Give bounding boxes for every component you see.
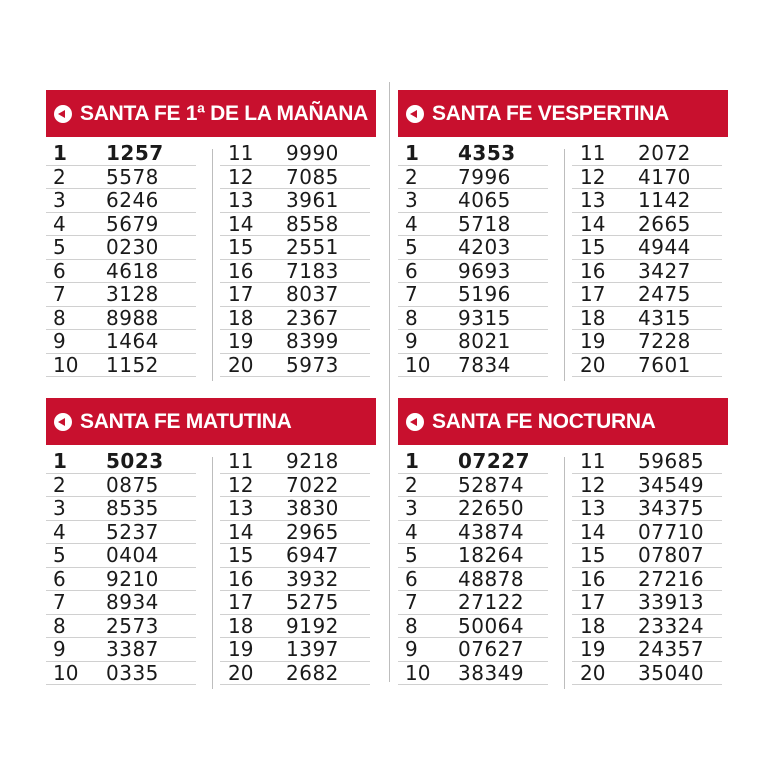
result-number: 9218 — [286, 448, 339, 473]
result-position: 6 — [405, 566, 418, 591]
results-columns — [398, 449, 728, 689]
result-position: 16 — [228, 258, 254, 283]
result-row — [220, 141, 370, 166]
result-row — [220, 474, 370, 498]
result-number: 1152 — [106, 352, 159, 377]
result-row — [46, 568, 196, 592]
result-number: 5973 — [286, 352, 339, 377]
result-row — [398, 568, 548, 592]
result-row — [220, 662, 370, 686]
result-number: 4618 — [106, 258, 159, 283]
result-row — [46, 662, 196, 686]
result-position: 11 — [580, 448, 606, 473]
result-position: 3 — [53, 188, 66, 213]
result-row — [398, 141, 548, 166]
result-position: 18 — [580, 305, 606, 330]
result-position: 3 — [405, 188, 418, 213]
result-number: 3427 — [638, 258, 691, 283]
result-number: 1142 — [638, 188, 691, 213]
result-number: 5578 — [106, 164, 159, 189]
result-number: 8558 — [286, 211, 339, 236]
result-position: 10 — [405, 660, 431, 685]
result-row — [220, 638, 370, 662]
result-row — [572, 330, 722, 354]
result-row — [46, 638, 196, 662]
result-position: 4 — [53, 211, 66, 236]
result-number: 4065 — [458, 188, 511, 213]
result-row — [398, 521, 548, 545]
result-number: 07807 — [638, 543, 705, 568]
result-row — [398, 474, 548, 498]
result-row — [46, 260, 196, 284]
result-row — [398, 591, 548, 615]
result-number: 5275 — [286, 590, 339, 615]
result-position: 8 — [405, 305, 418, 330]
column-divider — [564, 149, 565, 381]
result-row — [220, 283, 370, 307]
result-row — [220, 166, 370, 190]
result-row — [220, 521, 370, 545]
result-row — [46, 591, 196, 615]
result-number: 27216 — [638, 566, 705, 591]
result-number: 34375 — [638, 496, 705, 521]
result-number: 33913 — [638, 590, 705, 615]
column-divider — [212, 149, 213, 381]
result-row — [398, 166, 548, 190]
results-column-right — [220, 449, 370, 685]
result-position: 18 — [228, 305, 254, 330]
results-column-right — [220, 141, 370, 377]
panel-title: SANTA FE VESPERTINA — [432, 101, 669, 125]
result-row — [572, 662, 722, 686]
panel-santa-fe-nocturna — [398, 398, 728, 689]
result-row — [572, 354, 722, 378]
result-position: 9 — [53, 329, 66, 354]
arrow-left-circle-icon — [406, 105, 424, 123]
result-number: 9990 — [286, 140, 339, 165]
result-number: 8037 — [286, 282, 339, 307]
results-column-left — [398, 449, 548, 685]
result-position: 17 — [228, 590, 254, 615]
result-row — [46, 497, 196, 521]
result-position: 14 — [228, 519, 254, 544]
result-number: 2551 — [286, 235, 339, 260]
result-number: 3932 — [286, 566, 339, 591]
result-row — [572, 260, 722, 284]
result-number: 8934 — [106, 590, 159, 615]
result-row — [572, 141, 722, 166]
result-row — [220, 591, 370, 615]
result-number: 2682 — [286, 660, 339, 685]
result-position: 13 — [228, 188, 254, 213]
result-number: 1464 — [106, 329, 159, 354]
result-row — [398, 307, 548, 331]
result-number: 43874 — [458, 519, 525, 544]
result-number: 5237 — [106, 519, 159, 544]
result-row — [46, 283, 196, 307]
result-number: 48878 — [458, 566, 525, 591]
result-row — [398, 449, 548, 474]
result-row — [572, 283, 722, 307]
result-number: 4353 — [458, 140, 516, 165]
result-row — [46, 449, 196, 474]
result-position: 18 — [580, 613, 606, 638]
result-row — [46, 615, 196, 639]
result-number: 8021 — [458, 329, 511, 354]
result-number: 2072 — [638, 140, 691, 165]
result-position: 15 — [228, 235, 254, 260]
result-number: 2475 — [638, 282, 691, 307]
result-row — [572, 521, 722, 545]
result-row — [572, 638, 722, 662]
result-number: 59685 — [638, 448, 705, 473]
result-position: 20 — [580, 352, 606, 377]
result-position: 15 — [580, 543, 606, 568]
result-position: 8 — [53, 613, 66, 638]
result-number: 1397 — [286, 637, 339, 662]
result-number: 5196 — [458, 282, 511, 307]
result-position: 14 — [228, 211, 254, 236]
result-position: 19 — [580, 329, 606, 354]
panel-header — [398, 90, 728, 137]
result-position: 16 — [580, 258, 606, 283]
column-divider — [564, 457, 565, 689]
result-number: 52874 — [458, 472, 525, 497]
panel-header — [46, 90, 376, 137]
result-number: 4203 — [458, 235, 511, 260]
result-row — [220, 260, 370, 284]
result-position: 10 — [53, 352, 79, 377]
result-row — [398, 236, 548, 260]
panel-title: SANTA FE MATUTINA — [80, 409, 292, 433]
result-number: 24357 — [638, 637, 705, 662]
result-position: 14 — [580, 211, 606, 236]
result-position: 4 — [53, 519, 66, 544]
panel-santa-fe-matutina — [46, 398, 376, 689]
result-number: 07710 — [638, 519, 705, 544]
result-row — [220, 213, 370, 237]
result-position: 2 — [405, 164, 418, 189]
result-number: 8988 — [106, 305, 159, 330]
result-position: 10 — [53, 660, 79, 685]
result-position: 12 — [228, 164, 254, 189]
result-position: 13 — [228, 496, 254, 521]
result-row — [46, 521, 196, 545]
result-position: 2 — [53, 472, 66, 497]
result-row — [46, 213, 196, 237]
result-row — [572, 615, 722, 639]
results-column-left — [46, 141, 196, 377]
result-row — [572, 236, 722, 260]
result-row — [572, 591, 722, 615]
result-position: 9 — [405, 329, 418, 354]
results-columns — [46, 449, 376, 689]
result-row — [398, 189, 548, 213]
result-number: 7601 — [638, 352, 691, 377]
result-position: 17 — [580, 282, 606, 307]
result-position: 1 — [405, 448, 419, 473]
result-position: 5 — [53, 235, 66, 260]
result-number: 7183 — [286, 258, 339, 283]
result-row — [572, 307, 722, 331]
results-column-right — [572, 141, 722, 377]
result-number: 2573 — [106, 613, 159, 638]
result-number: 7996 — [458, 164, 511, 189]
result-number: 8399 — [286, 329, 339, 354]
result-position: 7 — [405, 282, 418, 307]
result-number: 4944 — [638, 235, 691, 260]
result-number: 9192 — [286, 613, 339, 638]
results-column-right — [572, 449, 722, 685]
result-row — [572, 166, 722, 190]
result-position: 11 — [228, 140, 254, 165]
result-position: 19 — [228, 329, 254, 354]
panel-title: SANTA FE 1ª DE LA MAÑANA — [80, 101, 368, 125]
result-position: 5 — [53, 543, 66, 568]
result-row — [398, 497, 548, 521]
results-columns — [46, 141, 376, 381]
arrow-left-circle-icon — [54, 105, 72, 123]
result-number: 2965 — [286, 519, 339, 544]
result-row — [220, 307, 370, 331]
panel-title: SANTA FE NOCTURNA — [432, 409, 656, 433]
result-row — [572, 568, 722, 592]
result-number: 1257 — [106, 140, 164, 165]
result-row — [398, 544, 548, 568]
result-row — [220, 497, 370, 521]
result-row — [46, 474, 196, 498]
result-row — [572, 497, 722, 521]
result-row — [572, 213, 722, 237]
panel-santa-fe-manana — [46, 90, 376, 381]
result-position: 1 — [53, 448, 67, 473]
result-number: 6246 — [106, 188, 159, 213]
result-number: 0875 — [106, 472, 159, 497]
result-number: 4170 — [638, 164, 691, 189]
result-position: 3 — [53, 496, 66, 521]
result-number: 3128 — [106, 282, 159, 307]
result-position: 15 — [580, 235, 606, 260]
result-row — [46, 307, 196, 331]
result-number: 3830 — [286, 496, 339, 521]
result-row — [398, 260, 548, 284]
result-position: 14 — [580, 519, 606, 544]
result-number: 0230 — [106, 235, 159, 260]
result-number: 4315 — [638, 305, 691, 330]
result-row — [220, 330, 370, 354]
result-position: 20 — [228, 660, 254, 685]
center-divider — [389, 82, 390, 682]
result-row — [220, 615, 370, 639]
result-number: 2367 — [286, 305, 339, 330]
result-row — [572, 474, 722, 498]
result-position: 9 — [53, 637, 66, 662]
result-row — [398, 638, 548, 662]
result-number: 07227 — [458, 448, 531, 473]
panel-header — [398, 398, 728, 445]
results-column-left — [398, 141, 548, 377]
result-number: 0404 — [106, 543, 159, 568]
result-row — [398, 615, 548, 639]
arrow-left-circle-icon — [406, 413, 424, 431]
result-number: 18264 — [458, 543, 525, 568]
result-position: 5 — [405, 543, 418, 568]
result-number: 7228 — [638, 329, 691, 354]
result-number: 6947 — [286, 543, 339, 568]
result-position: 10 — [405, 352, 431, 377]
result-position: 19 — [228, 637, 254, 662]
result-row — [572, 449, 722, 474]
result-row — [220, 449, 370, 474]
result-position: 7 — [53, 282, 66, 307]
panel-santa-fe-vespertina — [398, 90, 728, 381]
result-number: 9693 — [458, 258, 511, 283]
result-position: 12 — [580, 472, 606, 497]
result-position: 7 — [405, 590, 418, 615]
result-position: 1 — [405, 140, 419, 165]
result-position: 12 — [580, 164, 606, 189]
result-position: 1 — [53, 140, 67, 165]
result-position: 12 — [228, 472, 254, 497]
result-number: 7022 — [286, 472, 339, 497]
result-number: 7085 — [286, 164, 339, 189]
result-number: 5718 — [458, 211, 511, 236]
result-position: 5 — [405, 235, 418, 260]
result-row — [220, 568, 370, 592]
result-row — [46, 354, 196, 378]
result-position: 11 — [580, 140, 606, 165]
results-columns — [398, 141, 728, 381]
column-divider — [212, 457, 213, 689]
result-position: 4 — [405, 211, 418, 236]
result-row — [572, 189, 722, 213]
result-row — [46, 189, 196, 213]
result-row — [398, 330, 548, 354]
result-number: 8535 — [106, 496, 159, 521]
result-position: 8 — [53, 305, 66, 330]
result-position: 16 — [228, 566, 254, 591]
result-position: 16 — [580, 566, 606, 591]
result-number: 9315 — [458, 305, 511, 330]
result-row — [398, 662, 548, 686]
result-row — [220, 544, 370, 568]
result-position: 6 — [53, 258, 66, 283]
result-position: 6 — [53, 566, 66, 591]
result-row — [220, 354, 370, 378]
result-row — [220, 189, 370, 213]
result-position: 8 — [405, 613, 418, 638]
result-number: 2665 — [638, 211, 691, 236]
arrow-left-circle-icon — [54, 413, 72, 431]
result-position: 20 — [580, 660, 606, 685]
result-number: 35040 — [638, 660, 705, 685]
result-position: 19 — [580, 637, 606, 662]
result-number: 27122 — [458, 590, 525, 615]
result-position: 3 — [405, 496, 418, 521]
result-number: 3387 — [106, 637, 159, 662]
result-number: 34549 — [638, 472, 705, 497]
result-position: 6 — [405, 258, 418, 283]
result-position: 17 — [580, 590, 606, 615]
result-row — [46, 330, 196, 354]
result-position: 13 — [580, 496, 606, 521]
result-number: 7834 — [458, 352, 511, 377]
result-number: 50064 — [458, 613, 525, 638]
result-row — [220, 236, 370, 260]
result-row — [398, 283, 548, 307]
result-number: 0335 — [106, 660, 159, 685]
result-position: 2 — [405, 472, 418, 497]
result-row — [46, 544, 196, 568]
result-position: 15 — [228, 543, 254, 568]
result-position: 7 — [53, 590, 66, 615]
result-row — [398, 354, 548, 378]
result-row — [572, 544, 722, 568]
result-position: 11 — [228, 448, 254, 473]
result-number: 23324 — [638, 613, 705, 638]
result-position: 9 — [405, 637, 418, 662]
result-position: 13 — [580, 188, 606, 213]
result-number: 38349 — [458, 660, 525, 685]
result-number: 07627 — [458, 637, 525, 662]
result-row — [46, 141, 196, 166]
panel-header — [46, 398, 376, 445]
result-number: 5679 — [106, 211, 159, 236]
result-position: 2 — [53, 164, 66, 189]
result-number: 22650 — [458, 496, 525, 521]
result-position: 17 — [228, 282, 254, 307]
result-number: 5023 — [106, 448, 164, 473]
results-column-left — [46, 449, 196, 685]
result-row — [46, 236, 196, 260]
result-position: 18 — [228, 613, 254, 638]
result-number: 3961 — [286, 188, 339, 213]
result-row — [398, 213, 548, 237]
result-position: 20 — [228, 352, 254, 377]
result-row — [46, 166, 196, 190]
result-position: 4 — [405, 519, 418, 544]
result-number: 9210 — [106, 566, 159, 591]
